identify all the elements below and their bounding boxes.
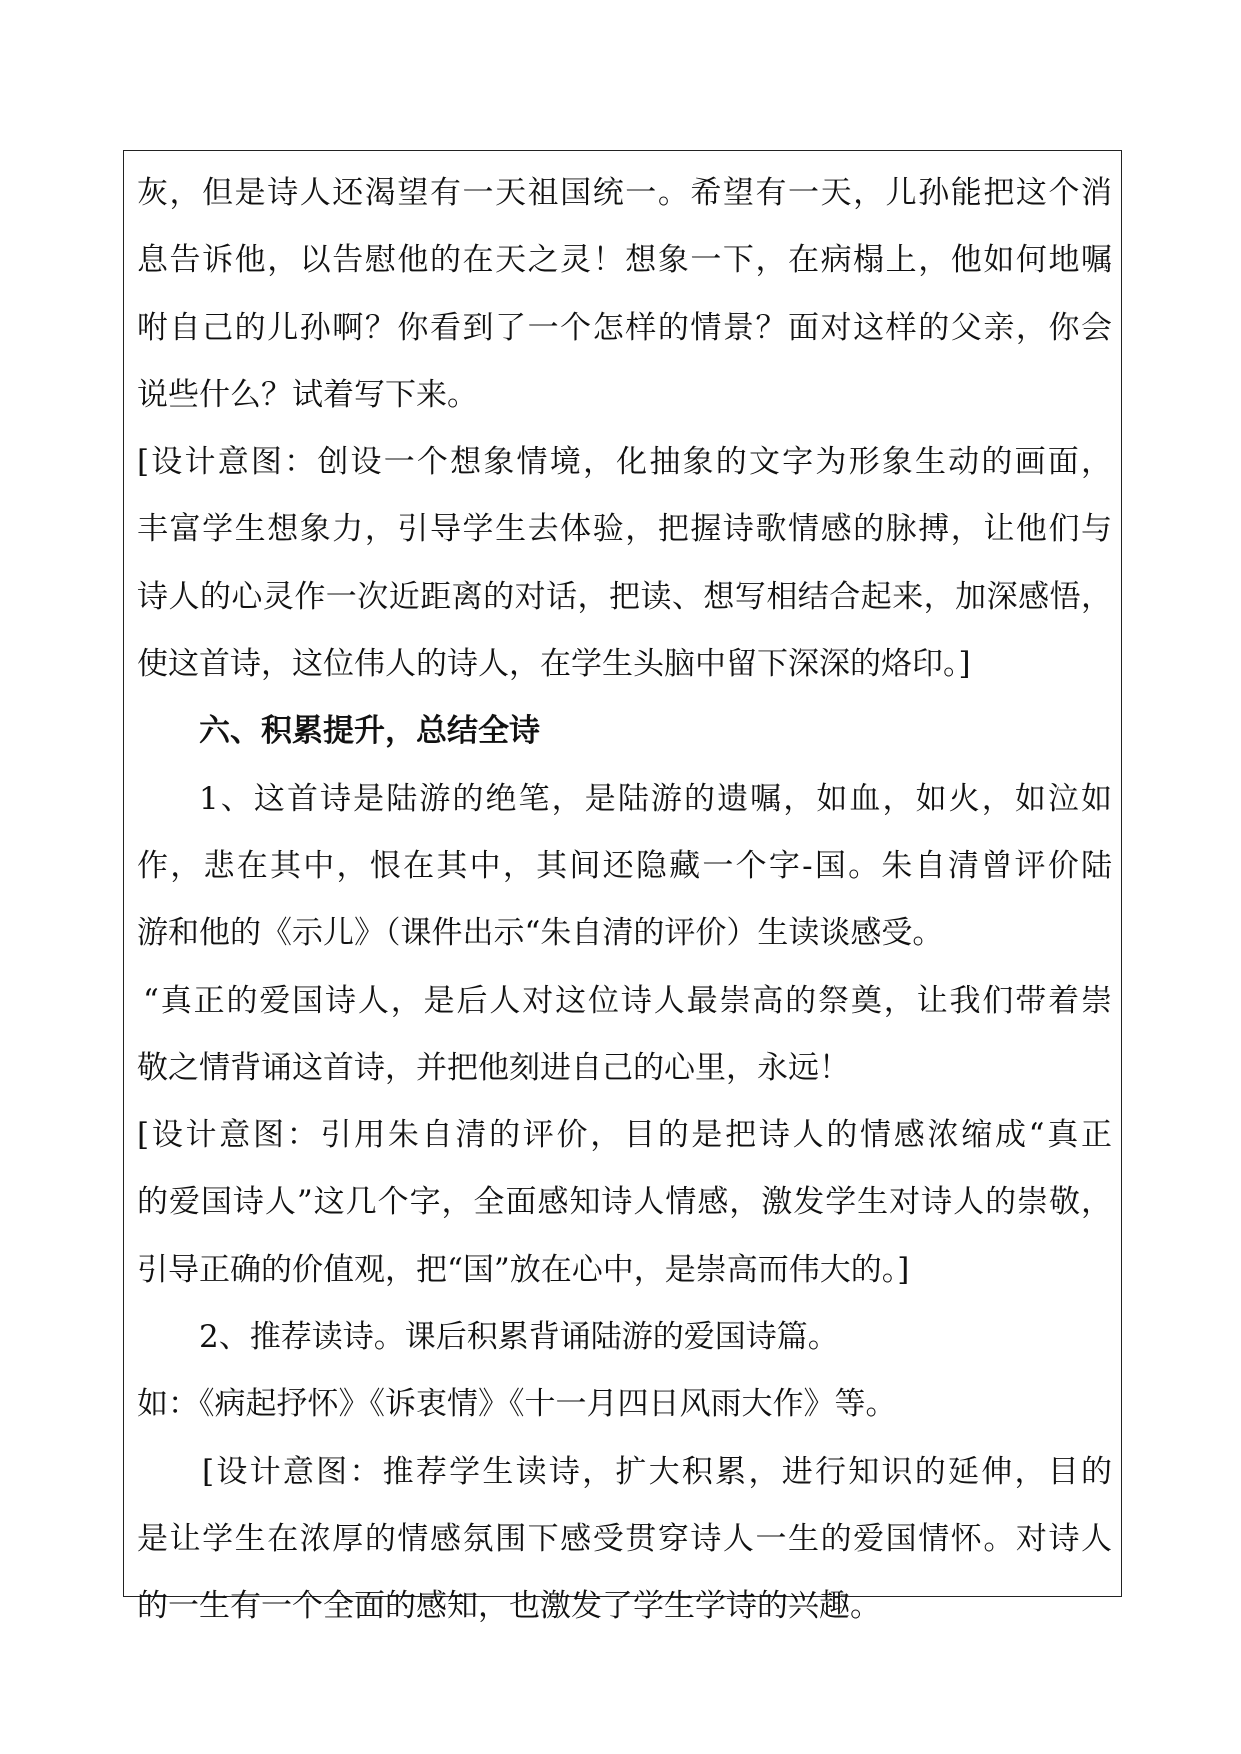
design-intent-line: 的爱国诗人”这几个字，全面感知诗人情感，激发学生对诗人的崇敬， (137, 1184, 1112, 1221)
design-intent-line: 的一生有一个全面的感知，也激发了学生学诗的兴趣。 (137, 1588, 881, 1625)
text-line: 2、推荐读诗。课后积累背诵陆游的爱国诗篇。 (199, 1319, 839, 1356)
document-body (137, 160, 1112, 1641)
text-line: 作，悲在其中，恨在其中，其间还隐藏一个字-国。朱自清曾评价陆 (137, 847, 1112, 884)
text-line: 如：《病起抒怀》《诉衷情》《十一月四日风雨大作》等。 (137, 1386, 897, 1423)
design-intent-line: 引导正确的价值观，把“国”放在心中，是崇高而伟大的。] (137, 1251, 910, 1288)
quote-line: “真正的爱国诗人，是后人对这位诗人最崇高的祭奠，让我们带着崇 (143, 982, 1112, 1019)
text-line: 咐自己的儿孙啊？你看到了一个怎样的情景？面对这样的父亲，你会 (137, 309, 1112, 346)
quote-line: 敬之情背诵这首诗，并把他刻进自己的心里，永远！ (137, 1049, 850, 1086)
design-intent-line: [设计意图：推荐学生读诗，扩大积累，进行知识的延伸，目的 (202, 1453, 1112, 1490)
text-line: 说些什么？试着写下来。 (137, 376, 478, 413)
design-intent-line: 诗人的心灵作一次近距离的对话，把读、想写相结合起来，加深感悟， (137, 578, 1112, 615)
design-intent-line: 使这首诗，这位伟人的诗人，在学生头脑中留下深深的烙印。] (137, 646, 971, 683)
design-intent-line: [设计意图：引用朱自清的评价，目的是把诗人的情感浓缩成“真正 (137, 1117, 1112, 1154)
text-line: 息告诉他，以告慰他的在天之灵！想象一下，在病榻上，他如何地嘱 (137, 242, 1112, 279)
design-intent-line: 是让学生在浓厚的情感氛围下感受贯穿诗人一生的爱国情怀。对诗人 (137, 1520, 1112, 1557)
section-heading: 六、积累提升，总结全诗 (199, 713, 540, 750)
text-line: 1、这首诗是陆游的绝笔，是陆游的遗嘱，如血，如火，如泣如 (199, 780, 1112, 817)
text-line: 灰，但是诗人还渴望有一天祖国统一。希望有一天，儿孙能把这个消 (137, 175, 1112, 211)
text-line: 游和他的《示儿》（课件出示“朱自清的评价）生读谈感受。 (137, 915, 944, 952)
design-intent-line: [设计意图：创设一个想象情境，化抽象的文字为形象生动的画面， (137, 444, 1112, 481)
design-intent-line: 丰富学生想象力，引导学生去体验，把握诗歌情感的脉搏，让他们与 (137, 511, 1112, 548)
